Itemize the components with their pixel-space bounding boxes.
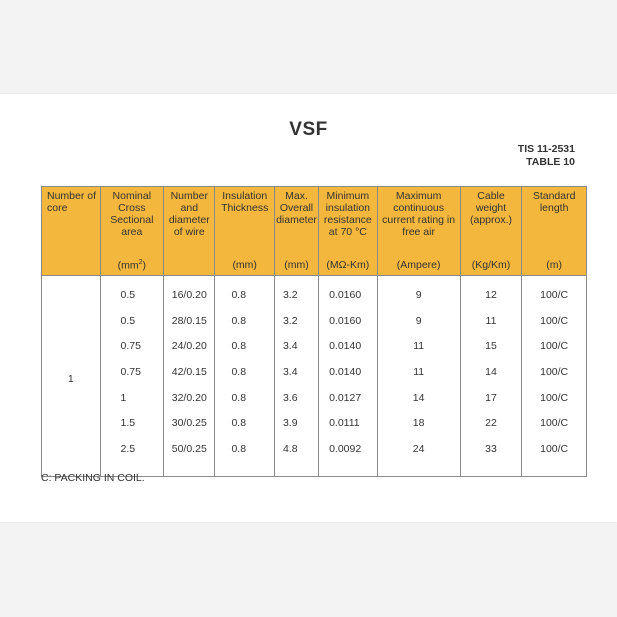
table-row xyxy=(42,333,587,359)
cell-area: 1.5 xyxy=(100,410,164,436)
cell-wire: 32/0.20 xyxy=(164,385,215,411)
standard-reference xyxy=(455,143,575,169)
cell-weight: 17 xyxy=(460,385,522,411)
cell-area: 0.75 xyxy=(100,359,164,385)
cell-current: 11 xyxy=(377,359,460,385)
unit-cell xyxy=(164,256,215,276)
header-cell: Number and diameter of wire xyxy=(164,187,215,257)
cell-length: 100/C xyxy=(522,410,587,436)
cell-insulation: 0.8 xyxy=(215,410,275,436)
header-cell: Minimum insulation resistance at 70 °C xyxy=(319,187,378,257)
cell-current: 11 xyxy=(377,333,460,359)
cell-area: 0.5 xyxy=(100,276,164,308)
cell-current: 9 xyxy=(377,276,460,308)
cell-diameter: 3.6 xyxy=(274,385,318,411)
cell-insulation: 0.8 xyxy=(215,436,275,476)
table-row xyxy=(42,276,587,308)
unit-cell: (mm) xyxy=(274,256,318,276)
cell-resistance: 0.0140 xyxy=(319,333,378,359)
cell-weight: 15 xyxy=(460,333,522,359)
header-cell: Max. Overall diameter xyxy=(274,187,318,257)
unit-cell: (Ampere) xyxy=(377,256,460,276)
cell-wire: 50/0.25 xyxy=(164,436,215,476)
cell-wire: 30/0.25 xyxy=(164,410,215,436)
cell-area: 0.5 xyxy=(100,308,164,334)
header-cell: Insulation Thickness xyxy=(215,187,275,257)
table-row xyxy=(42,308,587,334)
cell-current: 24 xyxy=(377,436,460,476)
cell-wire: 28/0.15 xyxy=(164,308,215,334)
header-cell: Cable weight (approx.) xyxy=(460,187,522,257)
cell-length: 100/C xyxy=(522,385,587,411)
header-cell: Maximum continuous current rating in free air xyxy=(377,187,460,257)
header-cell: Number of core xyxy=(42,187,101,257)
cell-insulation: 0.8 xyxy=(215,333,275,359)
cell-length: 100/C xyxy=(522,308,587,334)
cell-insulation: 0.8 xyxy=(215,385,275,411)
cell-resistance: 0.0140 xyxy=(319,359,378,385)
document-title: VSF xyxy=(289,119,328,140)
units-row xyxy=(42,256,587,276)
cell-diameter: 3.4 xyxy=(274,359,318,385)
cell-current: 18 xyxy=(377,410,460,436)
standard-number: TIS 11-2531 xyxy=(517,143,575,155)
cell-resistance: 0.0160 xyxy=(319,308,378,334)
unit-cell: (Kg/Km) xyxy=(460,256,522,276)
cell-wire: 24/0.20 xyxy=(164,333,215,359)
cell-area: 0.75 xyxy=(100,333,164,359)
cell-current: 14 xyxy=(377,385,460,411)
cell-diameter: 3.2 xyxy=(274,308,318,334)
cell-length: 100/C xyxy=(522,333,587,359)
cell-resistance: 0.0160 xyxy=(319,276,378,308)
cell-current: 9 xyxy=(377,308,460,334)
table-body xyxy=(42,276,587,477)
table-row xyxy=(42,385,587,411)
cell-insulation: 0.8 xyxy=(215,359,275,385)
table-row xyxy=(42,359,587,385)
cell-weight: 22 xyxy=(460,410,522,436)
cell-wire: 42/0.15 xyxy=(164,359,215,385)
cell-resistance: 0.0127 xyxy=(319,385,378,411)
header-row xyxy=(42,187,587,257)
cell-diameter: 3.9 xyxy=(274,410,318,436)
cell-length: 100/C xyxy=(522,436,587,476)
cell-diameter: 3.4 xyxy=(274,333,318,359)
cell-insulation: 0.8 xyxy=(215,276,275,308)
unit-cell: (mm) xyxy=(215,256,275,276)
header-cell: Standard length xyxy=(522,187,587,257)
cell-length: 100/C xyxy=(522,276,587,308)
cell-weight: 14 xyxy=(460,359,522,385)
cell-weight: 12 xyxy=(460,276,522,308)
cell-wire: 16/0.20 xyxy=(164,276,215,308)
table-row xyxy=(42,436,587,476)
cell-area: 2.5 xyxy=(100,436,164,476)
unit-cell: (MΩ-Km) xyxy=(319,256,378,276)
cell-weight: 11 xyxy=(460,308,522,334)
cell-resistance: 0.0092 xyxy=(319,436,378,476)
cell-resistance: 0.0111 xyxy=(319,410,378,436)
cell-weight: 33 xyxy=(460,436,522,476)
cell-insulation: 0.8 xyxy=(215,308,275,334)
footnote: C: PACKING IN COIL. xyxy=(41,472,145,484)
unit-cell: $(mm^2)$ xyxy=(100,256,164,276)
cell-diameter: 3.2 xyxy=(274,276,318,308)
header-cell: Nominal Cross Sectional area xyxy=(100,187,164,257)
cell-diameter: 4.8 xyxy=(274,436,318,476)
unit-cell: (m) xyxy=(522,256,587,276)
cable-spec-table xyxy=(41,186,587,477)
table-label: TABLE 10 xyxy=(526,156,575,168)
cell-length: 100/C xyxy=(522,359,587,385)
core-count-cell: 1 xyxy=(42,276,101,477)
cell-area: 1 xyxy=(100,385,164,411)
unit-cell xyxy=(42,256,101,276)
table-row xyxy=(42,410,587,436)
